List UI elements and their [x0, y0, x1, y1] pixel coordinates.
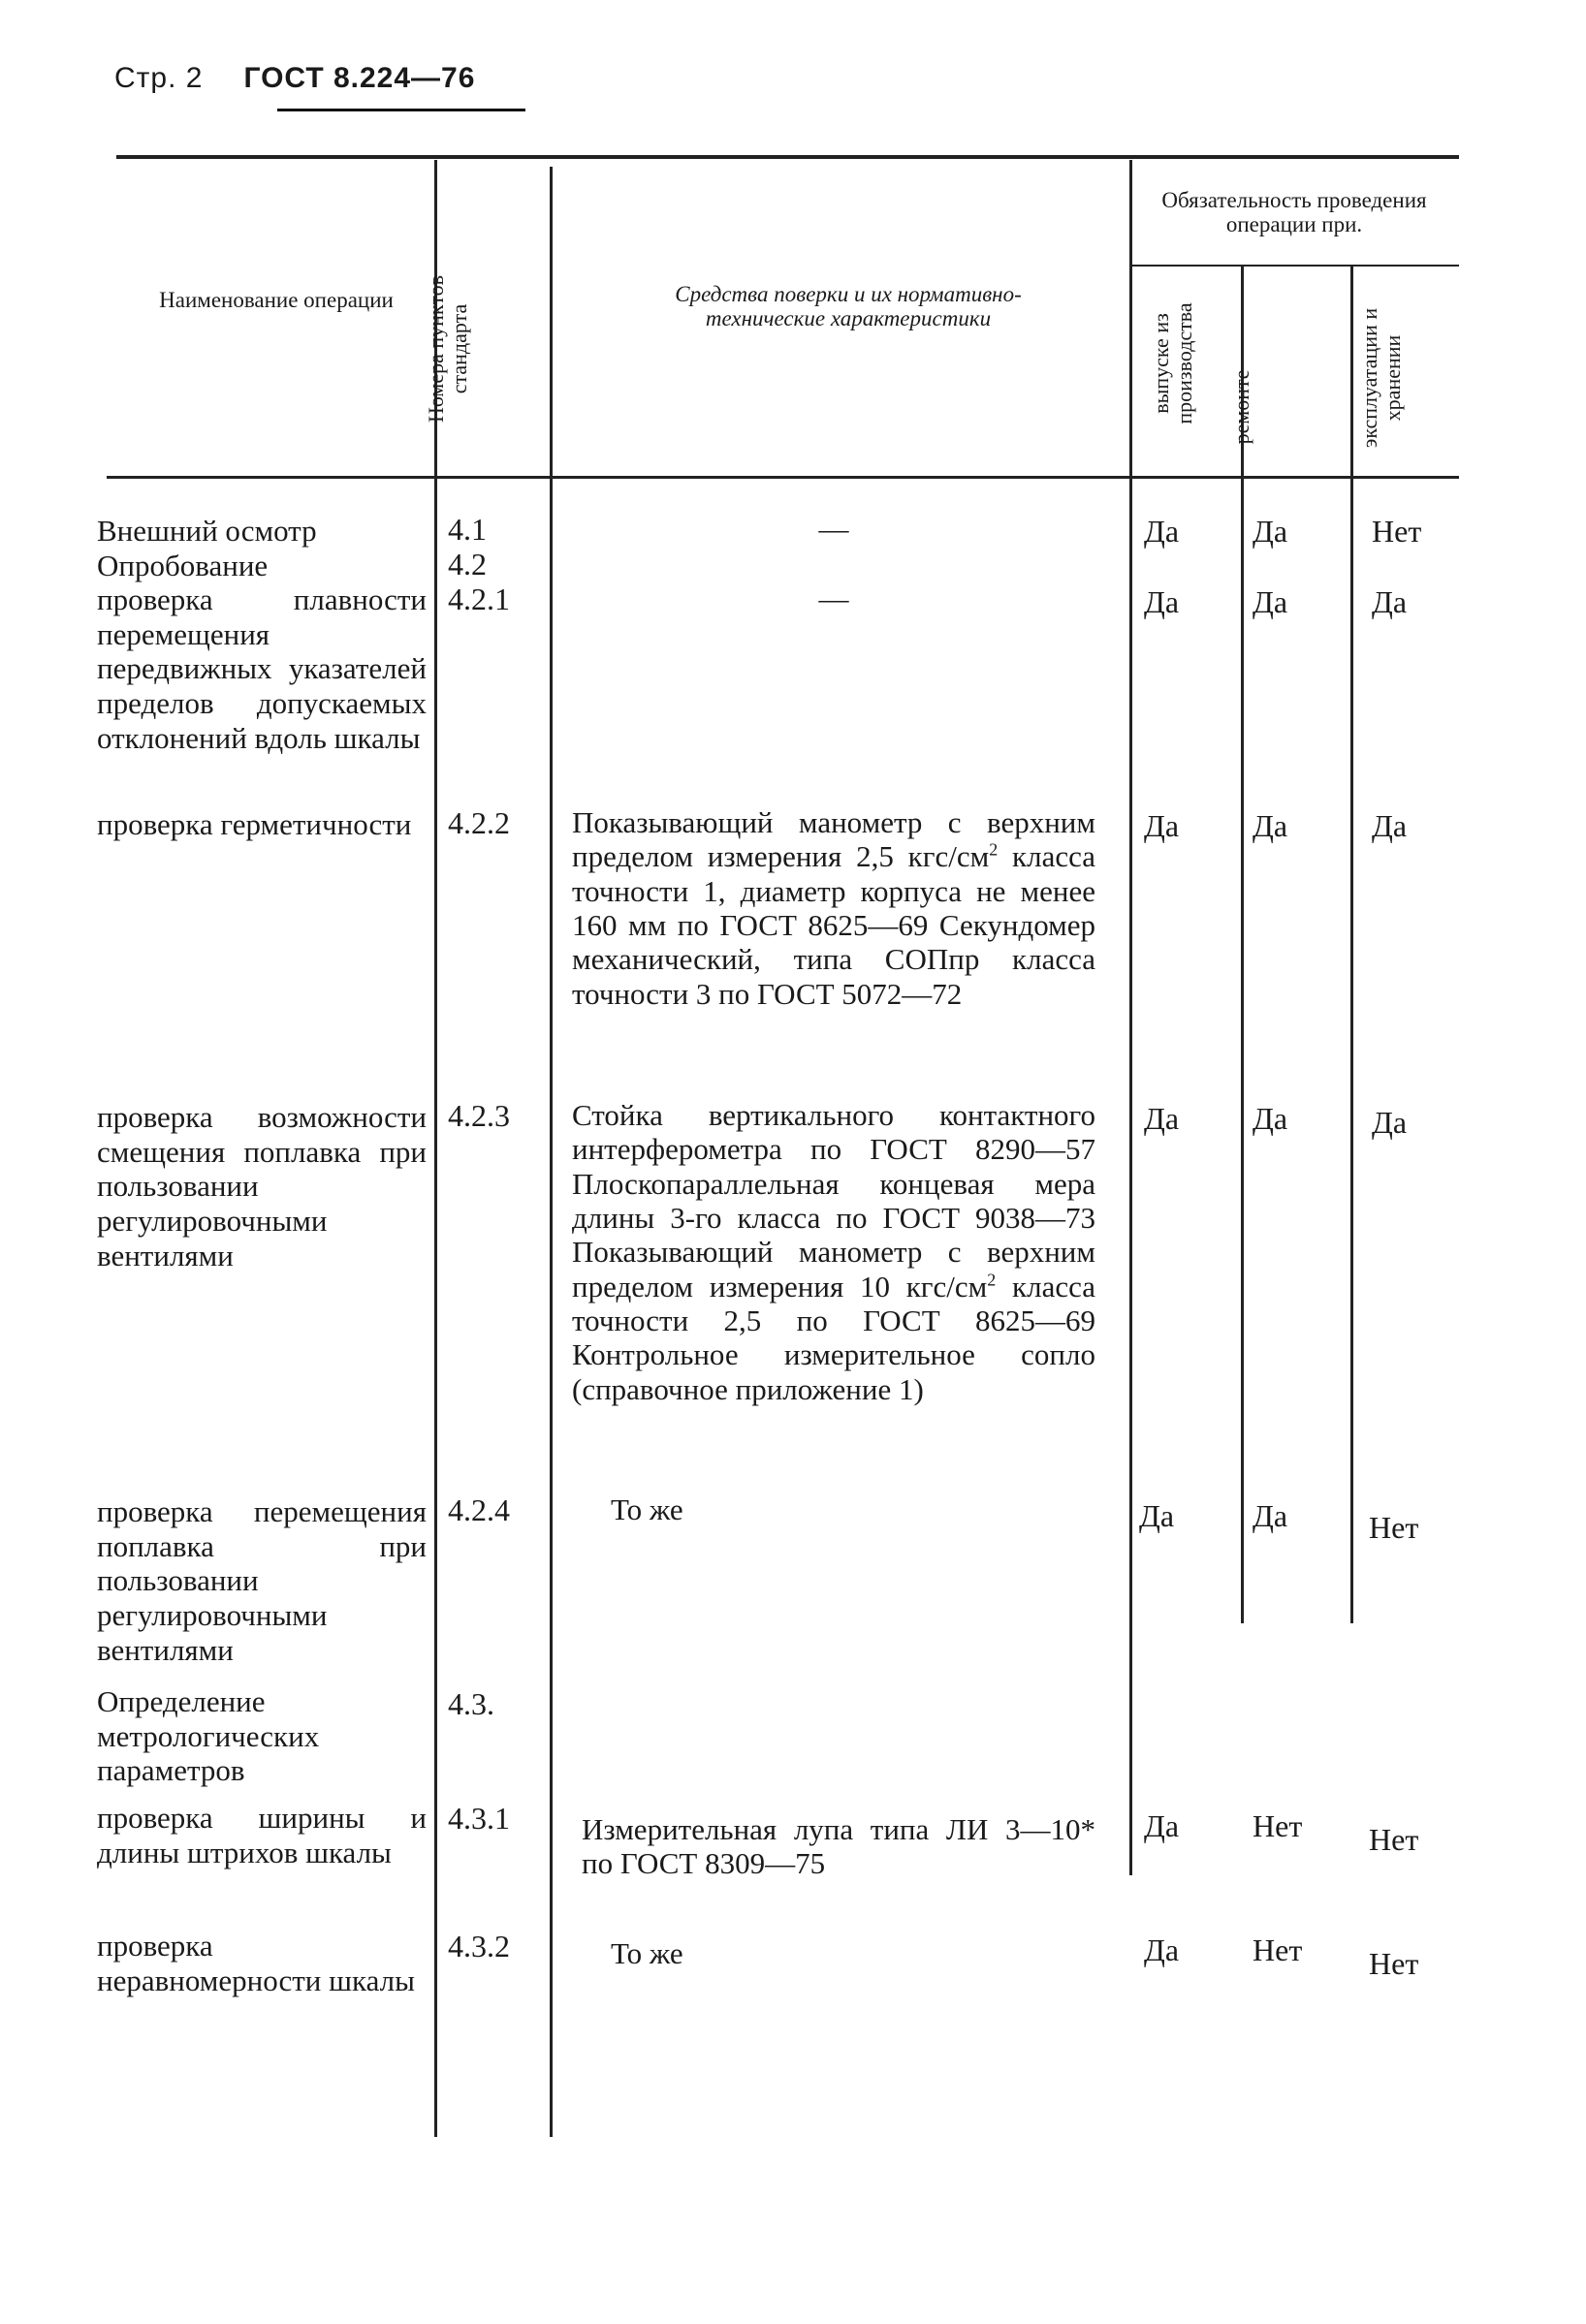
row-repair: Да [1253, 1498, 1288, 1533]
col-divider-1 [434, 160, 437, 2137]
row-means: — [818, 512, 849, 546]
col-divider-5 [1350, 267, 1353, 1623]
row-repair: Нет [1253, 1932, 1303, 1967]
table-top-rule [116, 155, 1459, 159]
row-point: 4.1 [448, 512, 487, 547]
row-point: 4.2.4 [448, 1492, 510, 1527]
row-repair: Нет [1253, 1808, 1303, 1843]
row-means: То же [611, 1936, 683, 1970]
col-divider-4 [1241, 267, 1244, 1623]
means-text: Показывающий манометр с верхним пределом измерения 2,5 кгс/см [572, 805, 1095, 874]
col-divider-2 [550, 167, 553, 2137]
row-name: Определение метрологических параметров [97, 1684, 320, 1788]
row-release: Да [1144, 808, 1180, 843]
row-name: проверка герметичности [97, 807, 412, 841]
row-release: Да [1144, 1101, 1180, 1136]
row-release: Да [1144, 1808, 1180, 1843]
col-header-repair: ремонте [1229, 369, 1253, 445]
row-means [572, 1098, 1095, 1406]
row-repair: Да [1253, 584, 1288, 619]
row-release: Да [1144, 584, 1180, 619]
row-name: Внешний осмотр [97, 514, 317, 548]
row-repair: Да [1253, 1101, 1288, 1136]
col-header-means: Средства поверки и их нормативно-технические характеристики [675, 282, 1022, 330]
row-storage: Да [1372, 808, 1408, 843]
row-release: Да [1144, 1932, 1180, 1967]
row-storage: Нет [1372, 514, 1422, 549]
row-storage: Нет [1369, 1822, 1419, 1857]
col-header-storage: эксплуатации и хранении [1357, 307, 1406, 449]
document-code: ГОСТ 8.224—76 [243, 62, 476, 94]
page-number: Стр. 2 [114, 62, 204, 94]
row-point: 4.2.1 [448, 581, 510, 616]
row-means: Измерительная лупа типа ЛИ 3—10* по ГОСТ 8309—75 [582, 1812, 1095, 1881]
row-means [572, 805, 1095, 1011]
superscript: 2 [987, 1270, 997, 1290]
superscript: 2 [989, 840, 999, 860]
row-name: проверка перемещения поплавка при пользовании регулировочными вентилями [97, 1494, 427, 1667]
row-point: 4.2.3 [448, 1098, 510, 1133]
row-means: То же [611, 1492, 683, 1526]
row-storage: Нет [1369, 1510, 1419, 1545]
row-release: Да [1144, 514, 1180, 549]
row-repair: Да [1253, 808, 1288, 843]
row-point: 4.2.2 [448, 805, 510, 840]
page-header [114, 62, 475, 95]
col-header-release: выпуске из производства [1149, 302, 1197, 424]
means-text: Стойка вертикального контактного интерферометра по ГОСТ 8290—57 Плоскопараллельная концевая мера длины 3-го класса по ГОСТ 9038—73 Показывающий манометр с верхним пределом измерения 10 кгс/см [572, 1098, 1095, 1303]
row-name: проверка возможности смещения поплавка при пользовании регулировочными вентилями [97, 1100, 427, 1272]
header-bottom-rule [107, 476, 1459, 479]
row-point: 4.3.1 [448, 1801, 510, 1836]
row-storage: Нет [1369, 1946, 1419, 1981]
row-name: проверка ширины и длины штрихов шкалы [97, 1801, 427, 1869]
row-point: 4.3. [448, 1686, 494, 1721]
row-repair: Да [1253, 514, 1288, 549]
col-header-mandatory: Обязательность проведения операции при. [1161, 188, 1427, 236]
row-point: 4.3.2 [448, 1929, 510, 1963]
col-divider-3 [1129, 160, 1132, 1875]
row-means: — [818, 581, 849, 615]
row-name: проверка неравномерности шкалы [97, 1929, 415, 1997]
row-name: проверка плавности перемещения передвижных указателей пределов допускаемых отклонений вдоль шкалы [97, 582, 427, 755]
row-name: Опробование [97, 549, 269, 582]
row-release: Да [1139, 1498, 1175, 1533]
row-storage: Да [1372, 584, 1408, 619]
means-text: класса точности 1, диаметр корпуса не менее 160 мм по ГОСТ 8625—69 Секундомер механический, типа СОПпр класса точности 3 по ГОСТ 5072—72 [572, 839, 1095, 1011]
col-header-operation: Наименование операции [159, 288, 394, 312]
row-point: 4.2 [448, 547, 487, 581]
col-header-points: Номера пунктов стандарта [424, 274, 472, 424]
header-underline [277, 109, 525, 111]
means-text: класса точности 2,5 по ГОСТ 8625—69 Контрольное измерительное сопло (справочное приложение 1) [572, 1269, 1095, 1406]
row-storage: Да [1372, 1105, 1408, 1140]
